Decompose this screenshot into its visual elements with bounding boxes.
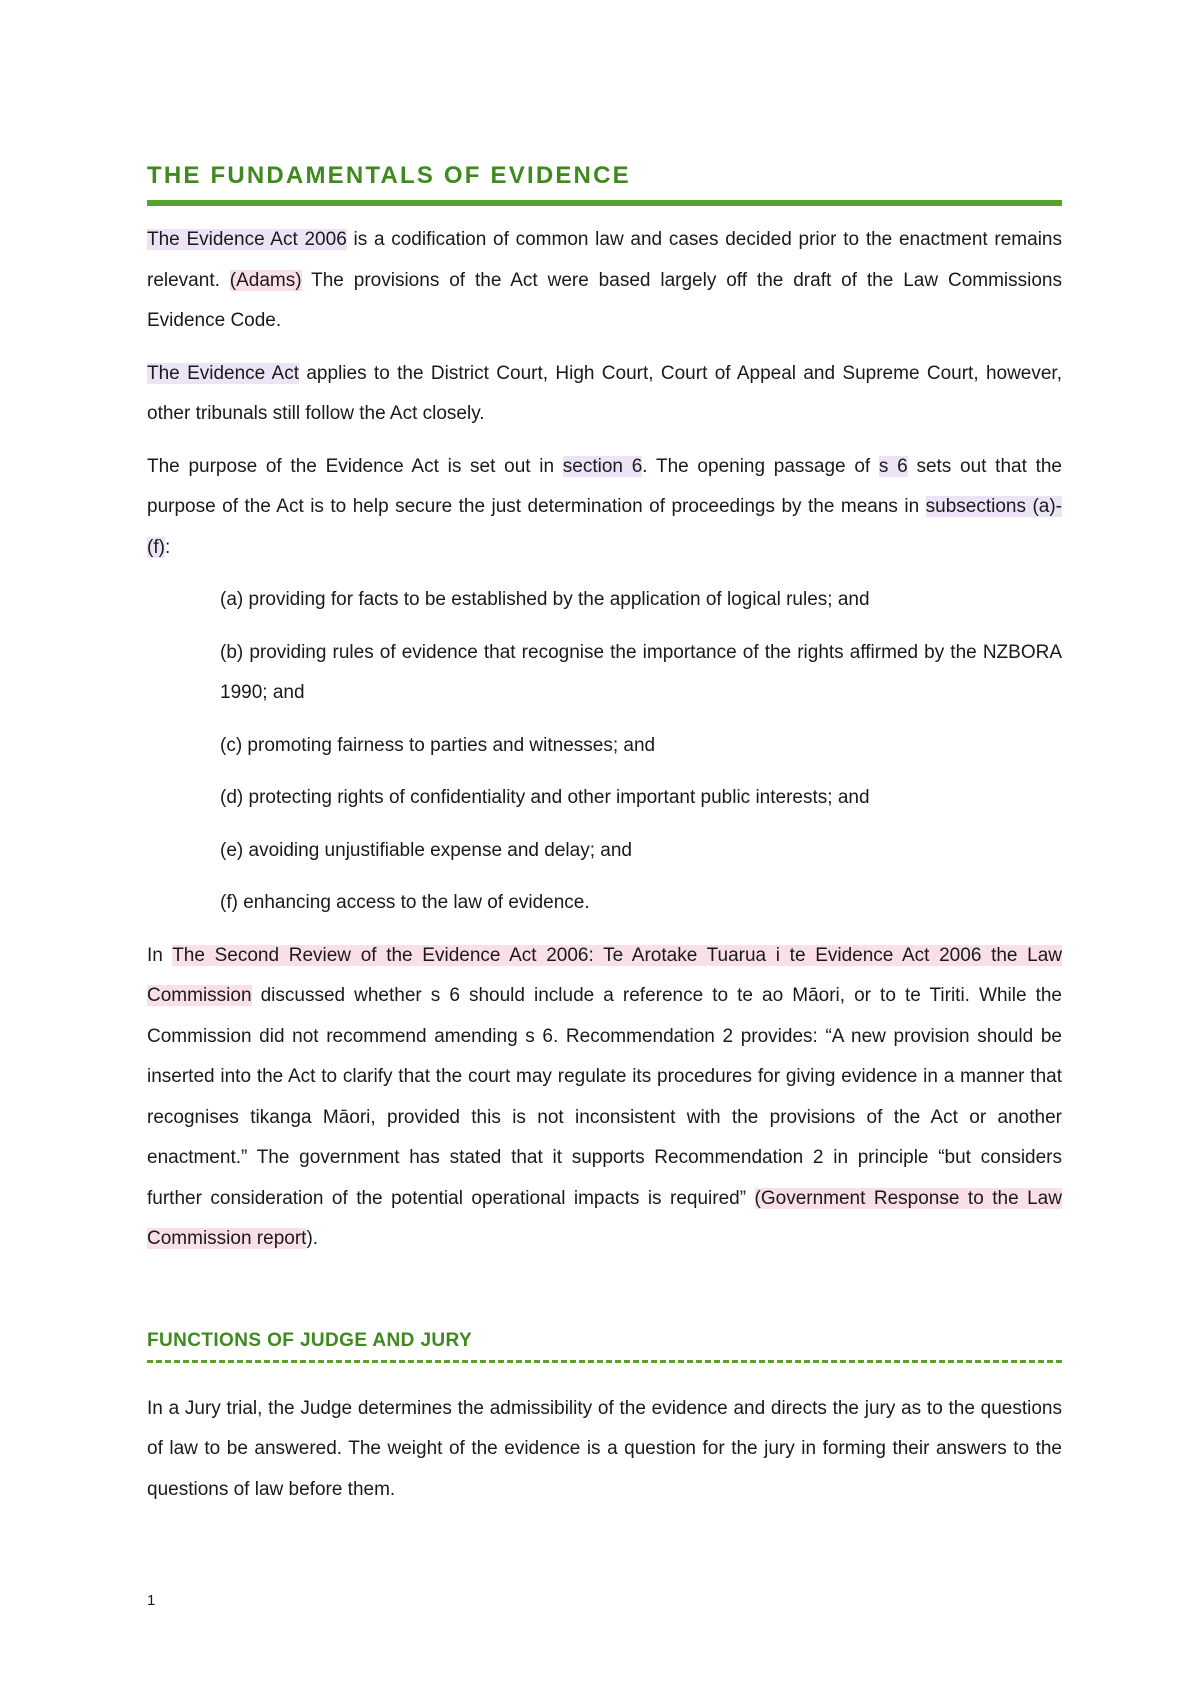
highlight-evidence-act-2006: The Evidence Act 2006 bbox=[147, 229, 347, 250]
text-segment: : bbox=[164, 536, 171, 558]
page-number: 1 bbox=[147, 1592, 156, 1609]
text-segment: The provisions of the Act were based largely off the draft of the Law Commissions Evidence Code. bbox=[147, 269, 1062, 331]
document-page bbox=[147, 156, 1062, 1510]
text-segment: ). bbox=[306, 1228, 319, 1249]
section-heading-judge-jury: FUNCTIONS OF JUDGE AND JURY bbox=[147, 1324, 1062, 1363]
paragraph-codification bbox=[147, 220, 1062, 342]
purpose-list bbox=[147, 580, 1062, 924]
text-segment: applies to the District Court, High Court, Court of Appeal and Supreme Court, however, other tribunals still follow the Act closely. bbox=[147, 362, 1062, 424]
paragraph-jury-trial: In a Jury trial, the Judge determines the admissibility of the evidence and directs the jury as to the questions of law to be answered. The weight of the evidence is a question for the jury in forming their answers to the questions of law before them. bbox=[147, 1397, 1062, 1500]
list-item-e: (e) avoiding unjustifiable expense and delay; and bbox=[220, 839, 632, 861]
list-item-c: (c) promoting fairness to parties and witnesses; and bbox=[220, 734, 656, 756]
highlight-adams: (Adams) bbox=[229, 269, 302, 291]
highlight-subsections: subsections (a)-(f) bbox=[147, 496, 1062, 558]
highlight-s-6: s 6 bbox=[878, 455, 908, 477]
text-segment: discussed whether s 6 should include a reference to te ao Māori, or to te Tiriti. While the Commission did not recommend amending s 6. Recommendation 2 provides: “A new provision should be inserted into the Act to clarify that the court may regulate its procedures for giving evidence in a manner that recognises tikanga Māori, provided this is not inconsistent with the provisions of the Act or another enactment.” The government has stated that it supports Recommendation 2 in principle “but considers further consideration of the potential operational impacts is required” bbox=[147, 985, 1062, 1209]
paragraph-application bbox=[147, 354, 1062, 435]
text-segment: is a codification of common law and cases decided prior to the enactment remains relevant. bbox=[147, 229, 1062, 291]
text-segment: sets out that the purpose of the Act is to help secure the just determination of proceedings by the means in bbox=[147, 455, 1062, 517]
list-item-b: (b) providing rules of evidence that recognise the importance of the rights affirmed by the NZBORA 1990; and bbox=[220, 641, 1062, 703]
paragraph-second-review bbox=[147, 936, 1062, 1260]
list-item-d: (d) protecting rights of confidentiality and other important public interests; and bbox=[220, 787, 870, 808]
paragraph-purpose bbox=[147, 447, 1062, 569]
text-segment: In bbox=[147, 944, 173, 966]
highlight-second-review: The Second Review of the Evidence Act 2006: Te Arotake Tuarua i te Evidence Act 2006 the Law Commission bbox=[147, 944, 1063, 1006]
text-segment: The purpose of the Evidence Act is set out in bbox=[147, 455, 563, 477]
highlight-section-6: section 6 bbox=[562, 455, 643, 477]
highlight-government-response: (Government Response to the Law Commission report bbox=[147, 1187, 1062, 1249]
text-segment: . The opening passage of bbox=[642, 455, 879, 477]
list-item-a: (a) providing for facts to be established by the application of logical rules; and bbox=[220, 589, 870, 610]
highlight-evidence-act: The Evidence Act bbox=[147, 362, 300, 384]
section-heading-fundamentals: THE FUNDAMENTALS OF EVIDENCE bbox=[147, 156, 1062, 206]
list-item-f: (f) enhancing access to the law of evidence. bbox=[220, 892, 590, 913]
